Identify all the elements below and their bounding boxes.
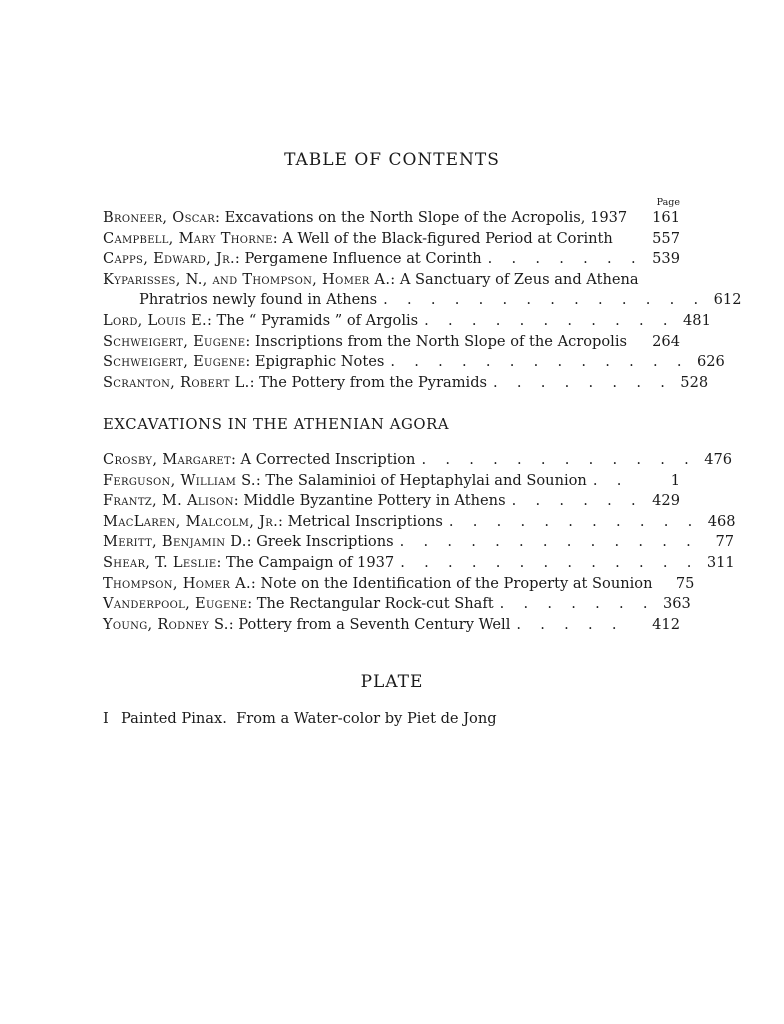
toc-author: Lord, Louis E. xyxy=(103,311,207,329)
toc-entry xyxy=(103,373,709,394)
toc-entry-text xyxy=(103,574,652,595)
toc-entry xyxy=(103,491,680,512)
toc-page-number: 264 xyxy=(652,332,680,350)
toc-author: MacLaren, Malcolm, Jr. xyxy=(103,512,279,530)
toc-page-number: 468 xyxy=(707,512,736,530)
toc-entry xyxy=(103,270,680,291)
toc-page-number: 557 xyxy=(652,229,680,247)
toc-dot-leader: . . . . . xyxy=(516,615,624,633)
toc-author: Scranton, Robert L. xyxy=(103,373,250,391)
toc-entry-text xyxy=(103,270,639,291)
page-title: TABLE OF CONTENTS xyxy=(284,150,500,170)
contents-list-agora xyxy=(103,450,736,635)
toc-entry xyxy=(103,615,680,636)
toc-dot-leader: . . . . . . xyxy=(511,492,643,510)
toc-dot-leader: . . . . . . . . . . . . xyxy=(421,451,697,468)
toc-page-number: 429 xyxy=(652,492,680,510)
toc-dot-leader: . . . . . . . . . . . . . xyxy=(400,553,699,571)
toc-entry xyxy=(103,229,680,250)
toc-page-number: 476 xyxy=(704,451,733,468)
toc-entry xyxy=(103,574,695,595)
toc-page-number: 311 xyxy=(706,553,735,571)
toc-page-number: 1 xyxy=(670,471,680,489)
toc-article-title: : A Corrected Inscription xyxy=(231,451,416,468)
toc-entry-text xyxy=(103,332,627,353)
toc-page-number: 412 xyxy=(652,615,680,633)
toc-article-title: : The Salaminioi of Heptaphylai and Sounion xyxy=(255,471,587,489)
toc-author: Broneer, Oscar xyxy=(103,209,216,226)
toc-dot-leader: . . . . . . . xyxy=(487,250,643,268)
toc-entry xyxy=(103,512,736,533)
toc-author: Crosby, Margaret xyxy=(103,451,231,468)
toc-dot-leader: . . . . . . . . . . . xyxy=(424,311,675,329)
toc-page-number: 481 xyxy=(683,311,711,329)
toc-author: Schweigert, Eugene xyxy=(103,332,246,350)
toc-page-number: 539 xyxy=(652,250,680,268)
toc-author: Schweigert, Eugene xyxy=(103,353,246,371)
toc-entry-text xyxy=(103,229,613,250)
section-heading-agora: EXCAVATIONS IN THE ATHENIAN AGORA xyxy=(103,416,450,433)
toc-article-title: : The Rectangular Rock-cut Shaft xyxy=(247,595,494,613)
toc-article-title: : Inscriptions from the North Slope of the Acropolis xyxy=(245,332,628,350)
toc-page-number: 161 xyxy=(652,209,680,226)
contents-list-general xyxy=(103,208,742,393)
plate-heading: PLATE xyxy=(360,672,424,692)
toc-author: Vanderpool, Eugene xyxy=(103,595,248,613)
toc-entry-text xyxy=(103,615,510,636)
toc-article-title: : A Sanctuary of Zeus and Athena xyxy=(390,270,639,288)
toc-page-number: 77 xyxy=(715,533,735,551)
toc-article-title: : Greek Inscriptions xyxy=(246,533,394,551)
toc-entry-text xyxy=(139,290,377,311)
toc-author: Thompson, Homer A. xyxy=(103,574,251,592)
toc-entry xyxy=(103,352,725,373)
toc-entry-text xyxy=(103,373,487,394)
toc-article-title: : Epigraphic Notes xyxy=(245,353,385,371)
toc-entry xyxy=(103,553,735,574)
toc-entry-text xyxy=(103,249,482,270)
toc-article-title: : Pergamene Influence at Corinth xyxy=(234,250,482,268)
toc-entry-text xyxy=(103,450,415,471)
toc-entry-text xyxy=(103,208,627,229)
toc-author: Kyparisses, N., and Thompson, Homer A. xyxy=(103,270,391,288)
toc-dot-leader: . . . . . . . . . . . . . xyxy=(390,353,689,371)
toc-article-title: : Note on the Identification of the Property at Sounion xyxy=(250,574,653,592)
toc-entry-text xyxy=(103,594,494,615)
toc-article-title: : A Well of the Black-figured Period at Corinth xyxy=(272,229,613,247)
toc-article-title: : Pottery from a Seventh Century Well xyxy=(228,615,511,633)
toc-article-title: : Metrical Inscriptions xyxy=(278,512,443,530)
toc-page-number: 363 xyxy=(662,595,691,613)
toc-entry xyxy=(103,290,742,311)
toc-page-number: 528 xyxy=(680,373,709,391)
toc-article-title: : The Pottery from the Pyramids xyxy=(249,373,488,391)
toc-entry-text xyxy=(103,512,443,533)
toc-dot-leader: . . . . . . . . xyxy=(493,373,673,391)
toc-entry-text xyxy=(103,532,394,553)
toc-author: Ferguson, William S. xyxy=(103,471,256,489)
toc-entry-text xyxy=(103,491,506,512)
toc-author: Frantz, M. Alison xyxy=(103,492,234,510)
toc-entry xyxy=(103,311,711,332)
toc-page-number: 612 xyxy=(713,291,742,309)
toc-dot-leader: . . xyxy=(592,471,629,489)
toc-article-title: : Middle Byzantine Pottery in Athens xyxy=(233,492,506,510)
toc-author: Campbell, Mary Thorne xyxy=(103,229,273,247)
toc-dot-leader: . . . . . . . . . . . xyxy=(448,512,700,530)
toc-dot-leader: . . . . . . . xyxy=(499,595,655,613)
toc-author: Shear, T. Leslie xyxy=(103,553,217,571)
toc-entry-text xyxy=(103,471,587,492)
toc-article-title: : The Campaign of 1937 xyxy=(216,553,395,571)
toc-entry xyxy=(103,594,691,615)
toc-entry-text xyxy=(103,311,418,332)
toc-entry xyxy=(103,450,733,471)
page-column-label: Page xyxy=(656,197,680,208)
toc-page-number: 75 xyxy=(675,574,695,592)
toc-author: Capps, Edward, Jr. xyxy=(103,250,235,268)
toc-article-title: : The “ Pyramids ” of Argolis xyxy=(206,311,419,329)
plate-caption: Painted Pinax. From a Water-color by Piet de Jong xyxy=(121,710,497,727)
toc-entry xyxy=(103,471,680,492)
toc-entry-text xyxy=(103,553,394,574)
toc-author: Meritt, Benjamin D. xyxy=(103,533,247,551)
toc-entry xyxy=(103,249,680,270)
toc-entry-text xyxy=(103,352,384,373)
toc-entry xyxy=(103,208,680,229)
plate-number: I xyxy=(103,710,109,727)
toc-page-number: 626 xyxy=(696,353,725,371)
toc-dot-leader: . . . . . . . . . . . . . xyxy=(399,533,699,551)
toc-dot-leader: . . . . . . . . . . . . . . xyxy=(383,291,706,309)
toc-entry xyxy=(103,332,680,353)
toc-article-title: : Excavations on the North Slope of the Acropolis, 1937 xyxy=(215,209,628,226)
toc-author: Young, Rodney S. xyxy=(103,615,229,633)
toc-article-title: Phratrios newly found in Athens xyxy=(139,291,378,309)
toc-entry xyxy=(103,532,735,553)
plate-item xyxy=(103,710,497,727)
